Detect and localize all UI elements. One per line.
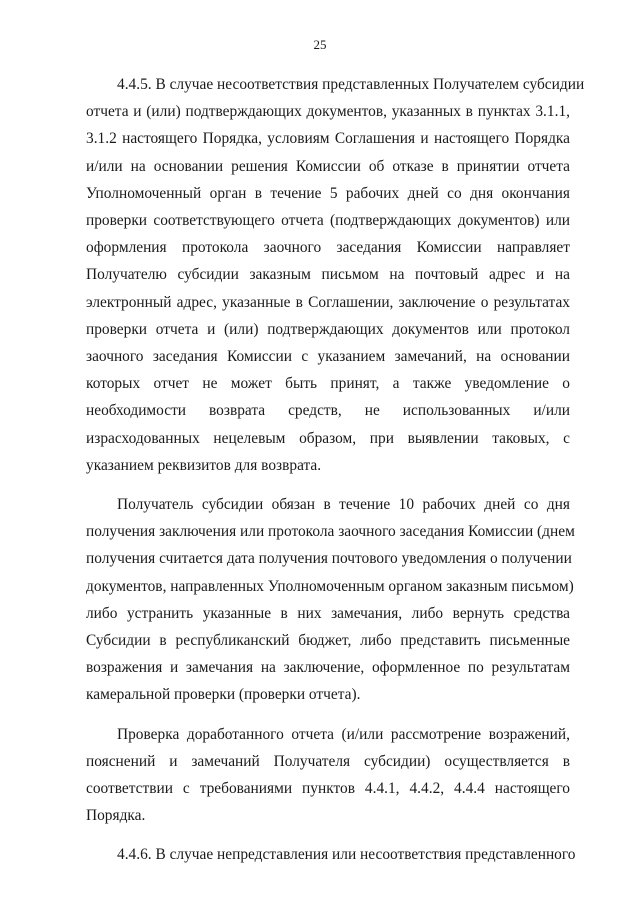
- text-line: израсходованных нецелевым образом, при выявлении таковых, с: [86, 429, 570, 447]
- text-line: получения считается дата получения почтового уведомления о получении: [86, 550, 572, 568]
- text-line: Субсидии в республиканский бюджет, либо представить письменные: [86, 632, 570, 650]
- text-line: 4.4.6. В случае непредставления или несоответствия представленного: [117, 846, 576, 864]
- page-number: 25: [313, 37, 327, 52]
- text-line: документов, направленных Уполномоченным органом заказным письмом): [86, 577, 574, 595]
- text-line: камеральной проверки (проверки отчета).: [86, 686, 361, 704]
- text-line: возражения и замечания на заключение, оформленное по результатам: [86, 659, 570, 677]
- paragraph-gap: [86, 479, 570, 491]
- paragraph-recipient-obligation: [86, 491, 575, 709]
- text-line: проверки отчета и (или) подтверждающих документов или протокол: [86, 320, 570, 338]
- text-line: которых отчет не может быть принят, а также уведомление о: [86, 375, 570, 393]
- paragraph-review: [86, 721, 570, 830]
- text-line: заочного заседания Комиссии с указанием замечаний, на основании: [86, 348, 570, 366]
- paragraph-4-4-5: [86, 71, 585, 479]
- text-line: проверки соответствующего отчета (подтверждающих документов) или: [86, 212, 570, 230]
- text-line: Уполномоченный орган в течение 5 рабочих дней со дня окончания: [86, 184, 570, 202]
- text-line: электронный адрес, указанные в Соглашении, заключение о результатах: [86, 293, 570, 311]
- text-line: оформления протокола заочного заседания Комиссии направляет: [86, 239, 570, 257]
- text-line: Проверка доработанного отчета (и/или рассмотрение возражений,: [117, 725, 570, 743]
- text-line: отчета и (или) подтверждающих документов, указанных в пунктах 3.1.1,: [86, 103, 570, 121]
- text-line: 4.4.5. В случае несоответствия представленных Получателем субсидии: [117, 76, 585, 93]
- text-line: Порядка.: [86, 807, 146, 825]
- text-line: указанием реквизитов для возврата.: [86, 456, 322, 474]
- text-line: необходимости возврата средств, не использованных и/или: [86, 402, 570, 420]
- paragraph-4-4-6: [86, 841, 576, 868]
- text-line: соответствии с требованиями пунктов 4.4.1, 4.4.2, 4.4.4 настоящего: [86, 780, 570, 798]
- text-line: получения заключения или протокола заочного заседания Комиссии (днем: [86, 523, 575, 541]
- text-line: Получатель субсидии обязан в течение 10 рабочих дней со дня: [117, 496, 570, 514]
- text-line: либо устранить указанные в них замечания, либо вернуть средства: [86, 604, 570, 622]
- text-line: 3.1.2 настоящего Порядка, условиям Соглашения и настоящего Порядка: [86, 130, 570, 148]
- text-line: Получателю субсидии заказным письмом на почтовый адрес и на: [86, 266, 570, 284]
- paragraph-gap: [86, 829, 570, 841]
- document-body: [86, 71, 585, 869]
- text-line: пояснений и замечаний Получателя субсидии) осуществляется в: [86, 752, 570, 770]
- text-line: и/или на основании решения Комиссии об отказе в принятии отчета: [86, 157, 570, 175]
- paragraph-gap: [86, 709, 570, 721]
